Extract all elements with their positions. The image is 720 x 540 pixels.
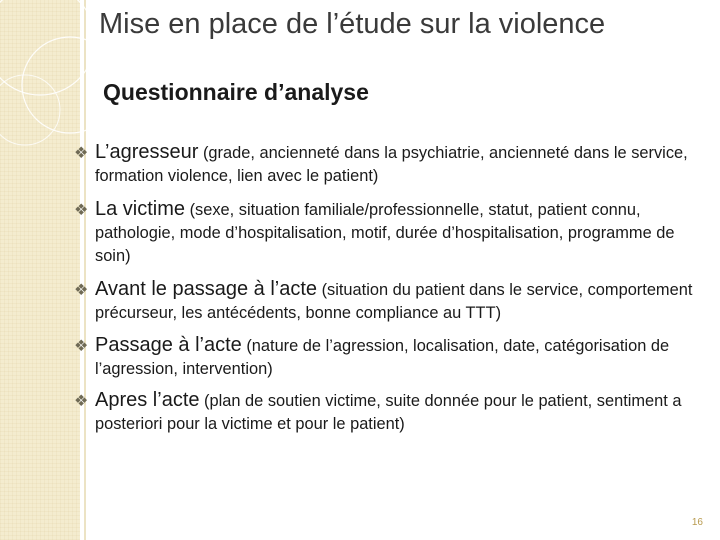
slide-subtitle: Questionnaire d’analyse: [103, 79, 369, 105]
diamond-bullet-icon: ❖: [74, 202, 89, 219]
bullet-description: (sexe, situation familiale/professionnelle, statut, patient connu, pathologie, mode d’hospitalisation, motif, durée d’hospitalisation, programme de soin): [95, 201, 675, 265]
bullet-description: (nature de l’agression, localisation, date, catégorisation de l’agression, intervention): [95, 337, 670, 378]
list-item: [71, 198, 711, 268]
page-number: 16: [691, 517, 703, 528]
list-item: [71, 334, 711, 381]
slide-title: Mise en place de l’étude sur la violence: [99, 8, 606, 40]
bullet-heading: Avant le passage à l’acte: [95, 278, 318, 300]
bullet-heading: L’agresseur: [95, 141, 199, 163]
list-item: [71, 141, 711, 188]
diamond-bullet-icon: ❖: [74, 282, 89, 299]
diamond-bullet-icon: ❖: [74, 145, 89, 162]
bullet-description: (plan de soutien victime, suite donnée pour le patient, sentiment a posteriori pour la victime et pour le patient): [95, 392, 682, 433]
bullet-description: (grade, ancienneté dans la psychiatrie, ancienneté dans le service, formation violence, lien avec le patient): [95, 144, 688, 185]
bullet-heading: Apres l’acte: [95, 389, 200, 411]
bullet-heading: Passage à l’acte: [95, 334, 242, 356]
bullet-heading: La victime: [95, 198, 186, 220]
list-item: [71, 278, 711, 325]
bullet-list: [71, 141, 711, 436]
diamond-bullet-icon: ❖: [74, 338, 89, 355]
list-item: [71, 389, 711, 436]
bullet-description: (situation du patient dans le service, comportement précurseur, les antécédents, bonne compliance au TTT): [95, 281, 693, 322]
diamond-bullet-icon: ❖: [74, 393, 89, 410]
